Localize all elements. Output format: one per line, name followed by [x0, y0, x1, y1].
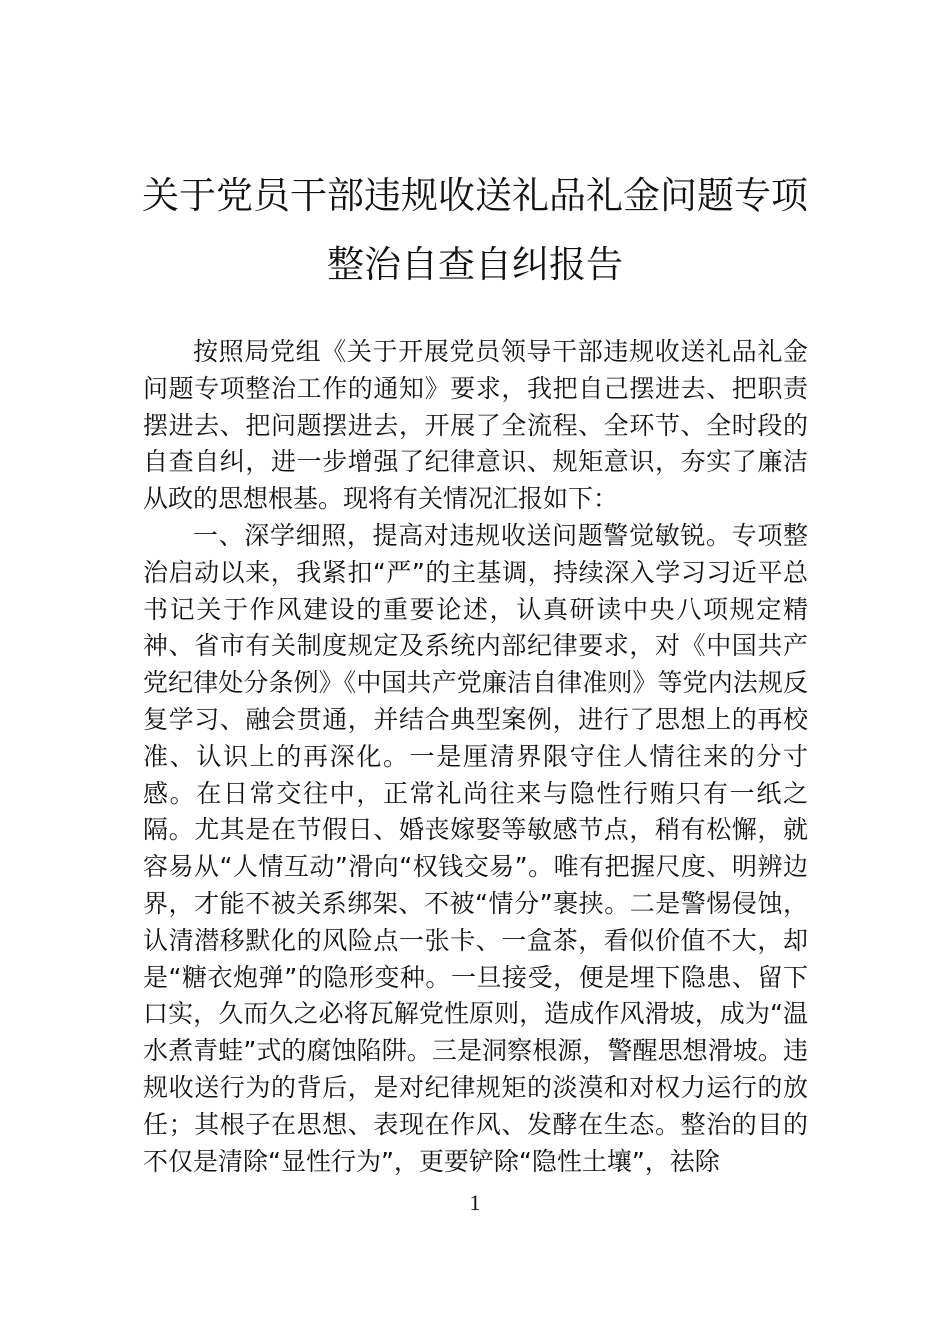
document-body	[143, 334, 808, 1180]
document-title-line-1: 关于党员干部违规收送礼品礼金问题专项	[142, 174, 808, 217]
page-number: 1	[469, 1190, 481, 1215]
paragraph-section-one: 一、深学细照，提高对违规收送问题警觉敏锐。专项整治启动以来，我紧扣“严”的主基调，持续深入学习习近平总书记关于作风建设的重要论述，认真研读中央八项规定精神、省市有关制度规定及系统内部纪律要求，对《中国共产党纪律处分条例》《中国共产党廉洁自律准则》等党内法规反复学习、融会贯通，并结合典型案例，进行了思想上的再校准、认识上的再深化。一是厘清界限守住人情往来的分寸感。在日常交往中，正常礼尚往来与隐性行贿只有一纸之隔。尤其是在节假日、婚丧嫁娶等敏感节点，稍有松懈，就容易从“人情互动”滑向“权钱交易”。唯有把握尺度、明辨边界，才能不被关系绑架、不被“情分”裹挟。二是警惕侵蚀，认清潜移默化的风险点一张卡、一盒茶，看似价值不大，却是“糖衣炮弹”的隐形变种。一旦接受，便是埋下隐患、留下口实，久而久之必将瓦解党性原则，造成作风滑坡，成为“温水煮青蛙”式的腐蚀陷阱。三是洞察根源，警醒思想滑坡。违规收送行为的背后，是对纪律规矩的淡漠和对权力运行的放任；其根子在思想、表现在作风、发酵在生态。整治的目的不仅是清除“显性行为”，更要铲除“隐性土壤”，祛除	[143, 520, 808, 1176]
document-title-line-2: 整治自查自纠报告	[327, 243, 623, 286]
paragraph-intro: 按照局党组《关于开展党员领导干部违规收送礼品礼金问题专项整治工作的通知》要求，我把自己摆进去、把职责摆进去、把问题摆进去，开展了全流程、全环节、全时段的自查自纠，进一步增强了纪律意识、规矩意识，夯实了廉洁从政的思想根基。现将有关情况汇报如下：	[143, 337, 808, 514]
